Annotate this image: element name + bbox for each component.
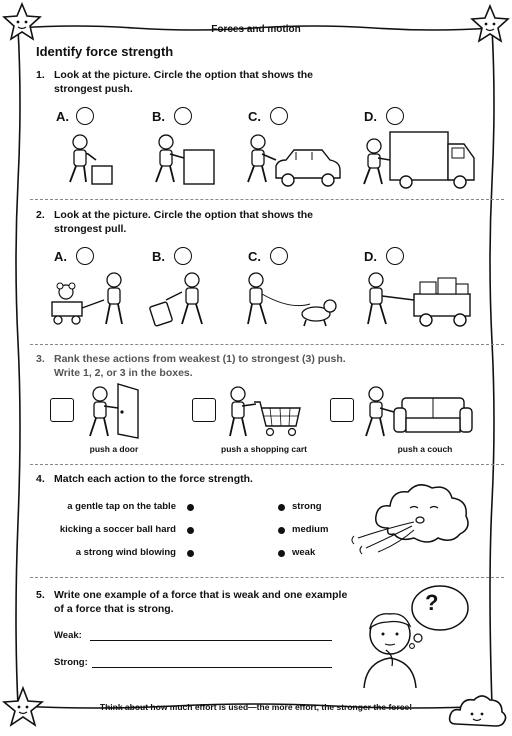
answer-circle[interactable] (174, 107, 192, 125)
option-letter: D. (364, 109, 377, 124)
push-couch-image (362, 382, 474, 440)
question-number: 1. (36, 69, 45, 81)
match-dot[interactable] (187, 550, 194, 557)
match-dot[interactable] (278, 527, 285, 534)
option-letter: C. (248, 109, 261, 124)
answer-circle[interactable] (270, 107, 288, 125)
action-caption: push a shopping cart (221, 444, 307, 454)
rank-box[interactable] (192, 398, 216, 422)
option-letter: A. (56, 109, 69, 124)
question-2 (36, 208, 366, 236)
question-text: Rank these actions from weakest (1) to strongest (3) push. (54, 353, 346, 365)
answer-circle[interactable] (386, 247, 404, 265)
worksheet-header: Forces and motion (211, 24, 301, 35)
match-strength: medium (292, 524, 329, 535)
answer-circle[interactable] (76, 107, 94, 125)
section-divider (30, 464, 504, 465)
option-letter: B. (152, 249, 165, 264)
question-number: 5. (36, 589, 45, 601)
question-text: of a force that is strong. (54, 603, 174, 615)
question-text: strongest push. (54, 83, 133, 95)
match-action: a gentle tap on the table (67, 501, 176, 512)
child-pushing-car-image (244, 130, 344, 188)
child-pushing-small-box-image (62, 130, 122, 188)
strong-label: Strong: (54, 657, 88, 668)
question-1 (36, 68, 366, 96)
section-divider (30, 199, 504, 200)
section-title: Identify force strength (36, 44, 174, 59)
option-letter: C. (248, 249, 261, 264)
section-divider (30, 577, 504, 578)
answer-circle[interactable] (174, 247, 192, 265)
action-caption: push a couch (397, 444, 453, 454)
strong-answer-line[interactable] (92, 667, 332, 668)
child-pulling-suitcase-image (148, 270, 228, 330)
question-5 (36, 588, 376, 616)
question-text: Write 1, 2, or 3 in the boxes. (54, 367, 193, 379)
wind-cloud-icon (348, 478, 488, 560)
option-letter: A. (54, 249, 67, 264)
child-pulling-cart-image (360, 270, 480, 332)
question-text: Match each action to the force strength. (54, 473, 253, 485)
option-letter: B. (152, 109, 165, 124)
push-door-image (86, 382, 146, 440)
question-text: Look at the picture. Circle the option that shows the (54, 69, 314, 81)
match-dot[interactable] (278, 550, 285, 557)
question-text: Write one example of a force that is weak and one example (54, 589, 348, 601)
question-text: Look at the picture. Circle the option that shows the (54, 209, 314, 221)
child-pushing-large-box-image (152, 130, 222, 188)
match-strength: weak (292, 547, 316, 558)
answer-circle[interactable] (386, 107, 404, 125)
question-3 (36, 352, 376, 380)
rank-box[interactable] (330, 398, 354, 422)
star-face-icon (2, 2, 42, 42)
answer-circle[interactable] (270, 247, 288, 265)
footer-tip: Think about how much effort is used—the more effort, the stronger the force! (99, 702, 413, 712)
question-number: 2. (36, 209, 45, 221)
option-letter: D. (364, 249, 377, 264)
question-4 (36, 472, 376, 486)
match-action: a strong wind blowing (75, 547, 176, 558)
question-number: 4. (36, 473, 45, 485)
push-shopping-cart-image (226, 382, 306, 440)
section-divider (30, 344, 504, 345)
match-dot[interactable] (187, 504, 194, 511)
weak-answer-line[interactable] (90, 640, 332, 641)
child-pushing-truck-image (360, 128, 480, 190)
match-action: kicking a soccer ball hard (59, 524, 176, 535)
action-caption: push a door (89, 444, 139, 454)
question-mark: ? (425, 590, 439, 615)
rank-box[interactable] (50, 398, 74, 422)
child-pulling-dog-image (240, 270, 340, 330)
match-dot[interactable] (187, 527, 194, 534)
weak-label: Weak: (54, 630, 82, 641)
child-pulling-wagon-image (48, 270, 134, 330)
question-number: 3. (36, 353, 45, 365)
match-dot[interactable] (278, 504, 285, 511)
match-strength: strong (292, 501, 322, 512)
question-text: strongest pull. (54, 223, 127, 235)
thinking-boy-image (360, 582, 480, 688)
answer-circle[interactable] (76, 247, 94, 265)
